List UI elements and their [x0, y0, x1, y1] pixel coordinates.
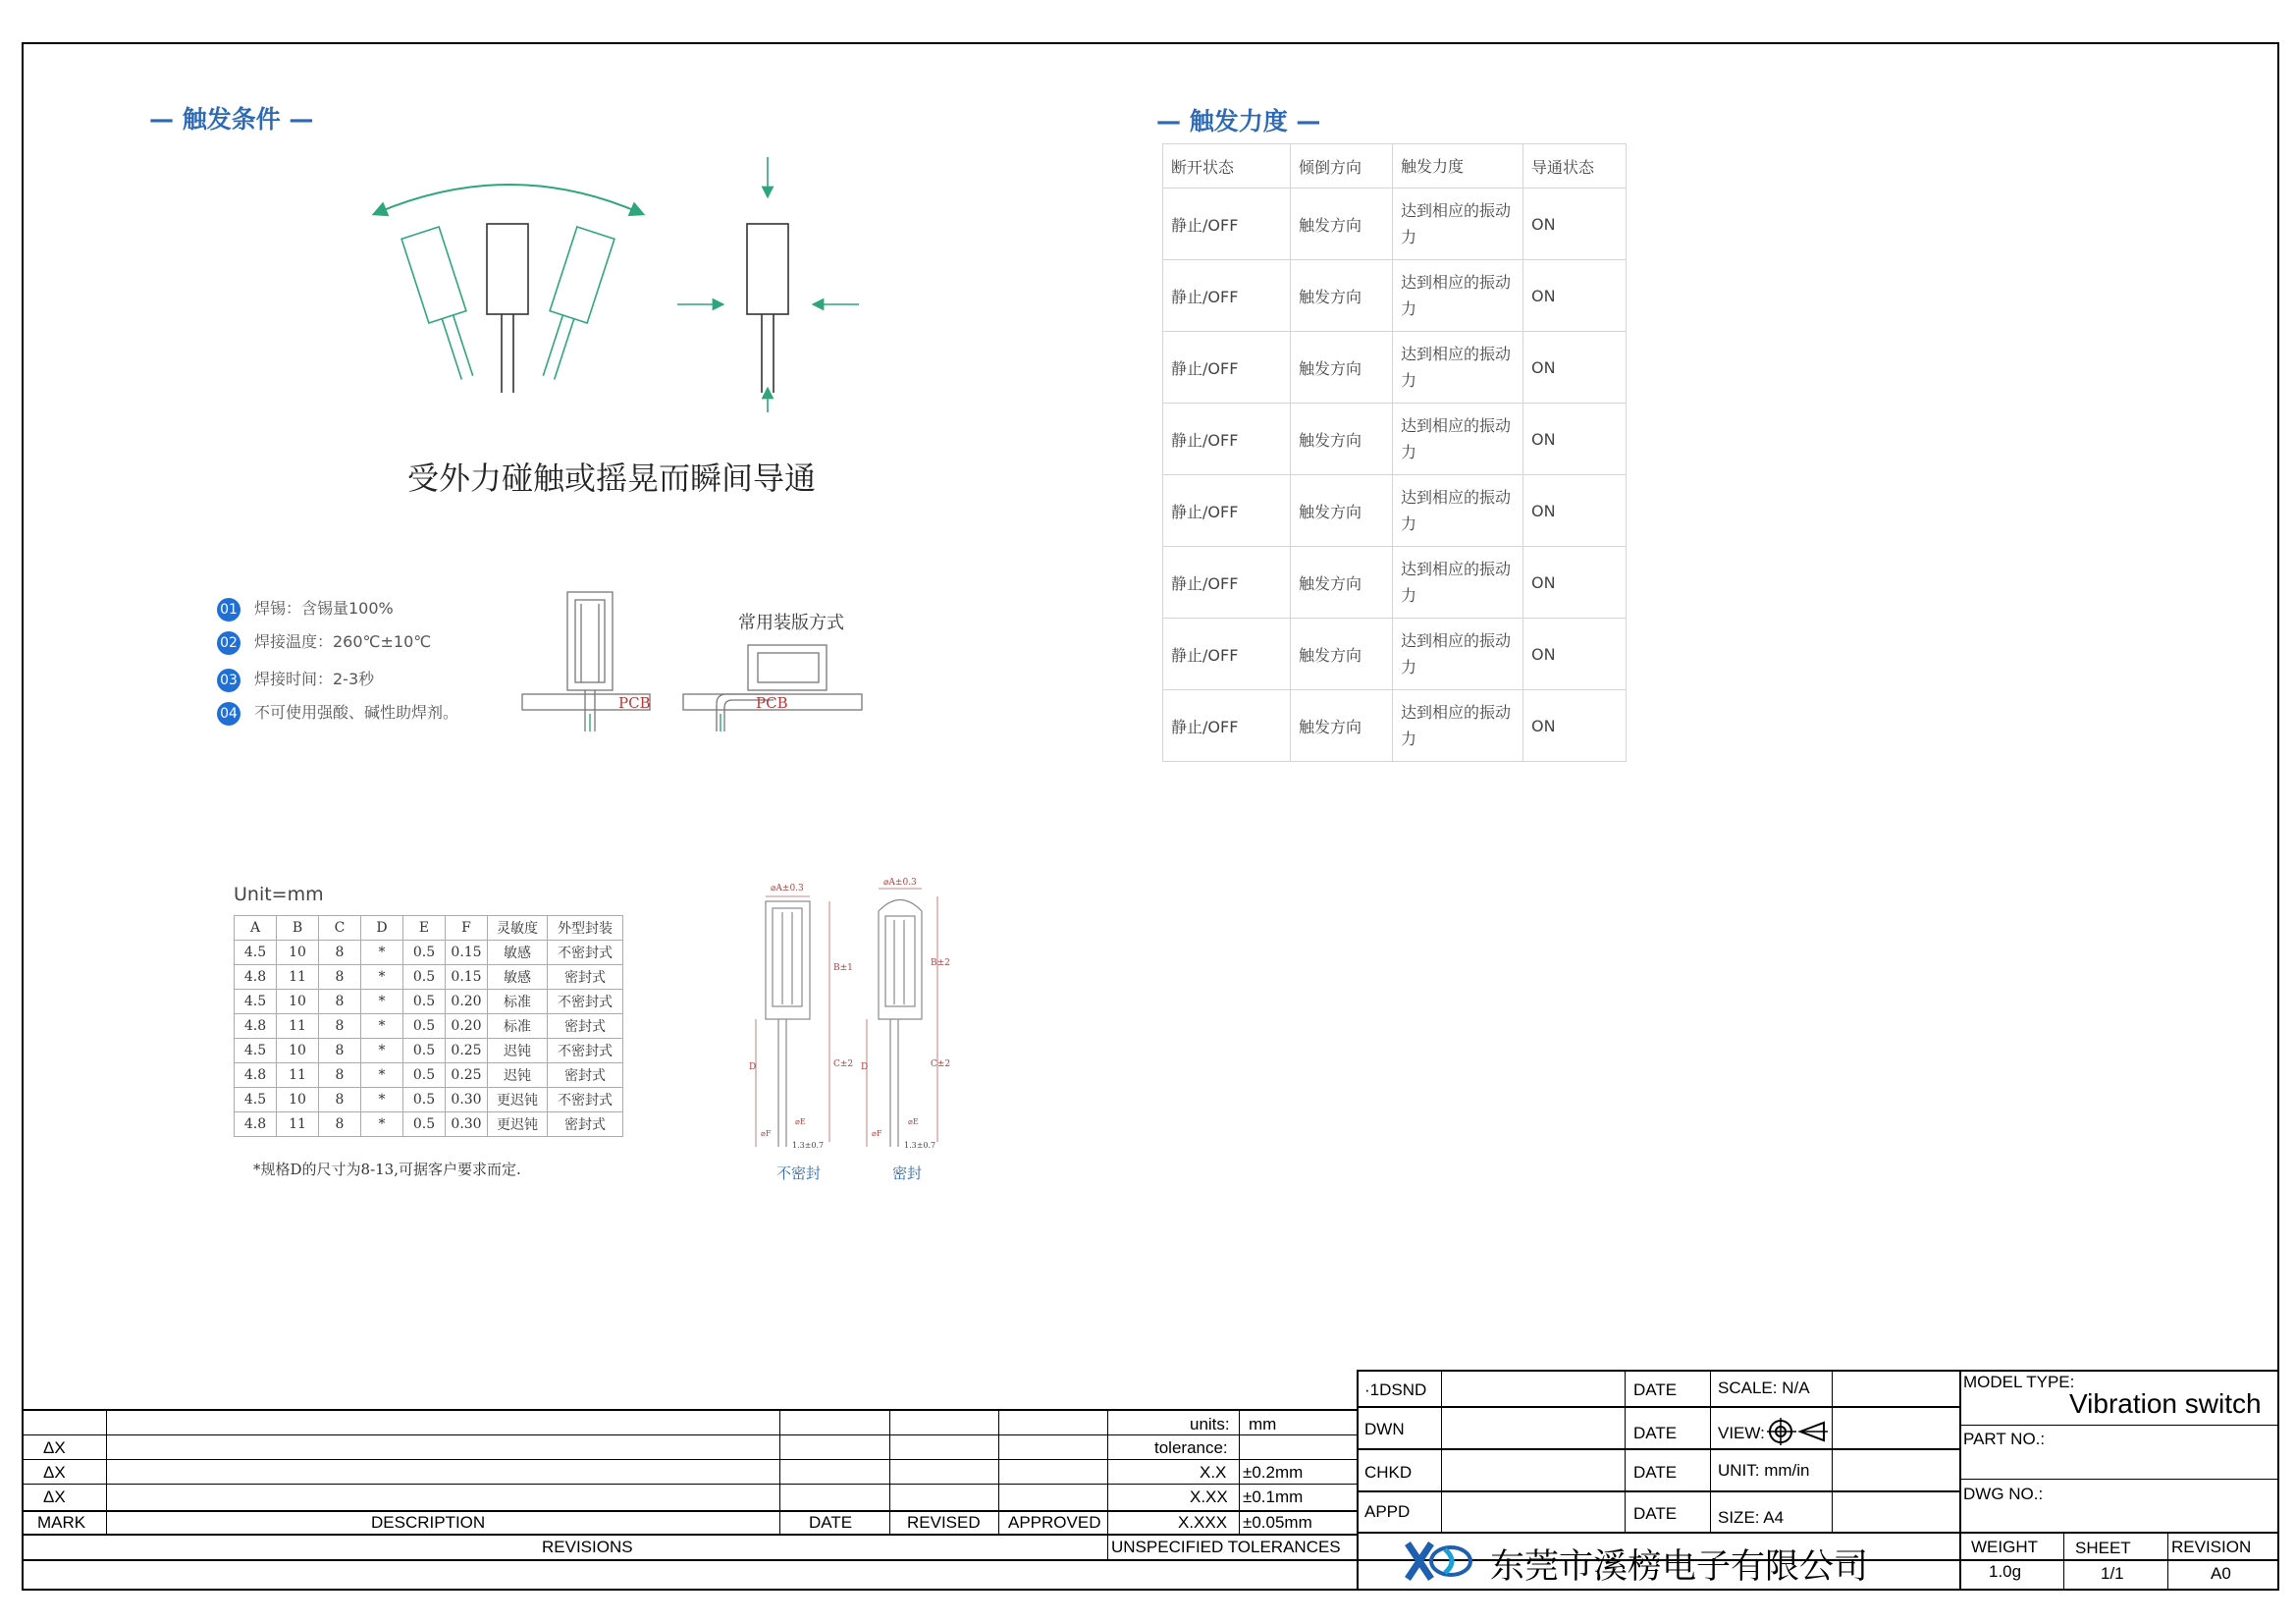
dim-label: B±1 [833, 963, 853, 973]
signoff-date: DATE [1633, 1424, 1678, 1442]
cell: 静止/OFF [1163, 619, 1291, 690]
units-label: units: [1190, 1415, 1230, 1434]
cell: ON [1523, 690, 1627, 762]
dimension-drawings [741, 877, 967, 1191]
cell: 4.5 [235, 1088, 277, 1112]
cell: 4.5 [235, 990, 277, 1014]
cell: ON [1523, 332, 1627, 404]
pcb-label: PCB [618, 694, 651, 712]
weight-value: 1.0g [1989, 1562, 2022, 1581]
col-header: E [403, 916, 446, 941]
solder-item [217, 667, 374, 692]
cell: 8 [319, 1088, 361, 1112]
trigger-caption: 受外力碰触或摇晃而瞬间导通 [407, 460, 817, 497]
cell: 8 [319, 1014, 361, 1039]
col-header: 外型封装 [548, 916, 623, 941]
tolerance-key: X.X [1200, 1463, 1227, 1482]
cell: 0.5 [403, 1039, 446, 1063]
cell: 0.25 [446, 1063, 488, 1088]
cell: 11 [277, 1063, 319, 1088]
tolerance-value: ±0.05mm [1243, 1513, 1312, 1532]
cell: * [361, 1014, 403, 1039]
tolerance-key: X.XX [1190, 1488, 1228, 1506]
trigger-condition-title: — 触发条件 — [149, 105, 314, 134]
table-row [235, 1088, 623, 1112]
signoff-info: UNIT: mm/in [1718, 1461, 1810, 1480]
cell: 不密封式 [548, 1039, 623, 1063]
cell: 触发方向 [1291, 690, 1393, 762]
cell: 迟钝 [488, 1039, 548, 1063]
cell: 10 [277, 1088, 319, 1112]
revision-mark: ΔX [43, 1463, 66, 1482]
signoff-role: CHKD [1364, 1463, 1413, 1482]
dim-label: ⌀E [908, 1117, 919, 1126]
dim-label: ⌀F [872, 1129, 882, 1138]
signoff-date: DATE [1633, 1380, 1678, 1399]
dim-label: ⌀A±0.3 [771, 884, 804, 893]
cell: ON [1523, 260, 1627, 332]
cell: 达到相应的振动力 [1393, 690, 1523, 762]
col-header: F [446, 916, 488, 941]
dim-label: 1.3±0.7 [792, 1141, 825, 1150]
cell: 敏感 [488, 941, 548, 965]
cell: 0.5 [403, 1063, 446, 1088]
cell: 10 [277, 1039, 319, 1063]
tolerance-label: tolerance: [1154, 1438, 1228, 1457]
table-row [235, 1014, 623, 1039]
projection-view-icon [1767, 1418, 1830, 1445]
cell: 4.8 [235, 1014, 277, 1039]
cell: 0.20 [446, 990, 488, 1014]
cell: 0.15 [446, 965, 488, 990]
cell: ON [1523, 189, 1627, 260]
cell: 0.5 [403, 965, 446, 990]
solder-num-badge: 01 [217, 598, 240, 622]
solder-item [217, 629, 431, 655]
trigger-tilt-illustration [363, 147, 893, 412]
cell: 8 [319, 965, 361, 990]
signoff-role: ·1DSND [1364, 1380, 1427, 1399]
signoff-role: DWN [1364, 1420, 1405, 1438]
sheet-value: 1/1 [2101, 1564, 2124, 1583]
table-header-row [1163, 144, 1627, 189]
dim-label: D [861, 1062, 869, 1072]
cell: 触发方向 [1291, 547, 1393, 619]
description-header: DESCRIPTION [371, 1513, 486, 1532]
col-header: 导通状态 [1523, 144, 1627, 189]
cell: 迟钝 [488, 1063, 548, 1088]
table-row [235, 1039, 623, 1063]
cell: 4.8 [235, 965, 277, 990]
table-row [1163, 475, 1627, 547]
cell: 静止/OFF [1163, 547, 1291, 619]
cell: 4.5 [235, 941, 277, 965]
revision-mark: ΔX [43, 1438, 66, 1457]
cell: 静止/OFF [1163, 332, 1291, 404]
cell: 触发方向 [1291, 475, 1393, 547]
table-row [235, 965, 623, 990]
col-header: 触发力度 [1393, 144, 1523, 189]
dim-label: C±2 [833, 1059, 854, 1069]
cell: 敏感 [488, 965, 548, 990]
units-value: mm [1249, 1415, 1277, 1434]
revision-value: A0 [2211, 1564, 2231, 1583]
cell: 8 [319, 990, 361, 1014]
revisions-footer: REVISIONS [542, 1538, 633, 1556]
cell: 0.30 [446, 1112, 488, 1137]
col-header: C [319, 916, 361, 941]
table-row [1163, 547, 1627, 619]
table-row [1163, 189, 1627, 260]
tolerance-value: ±0.2mm [1243, 1463, 1304, 1482]
col-header: 断开状态 [1163, 144, 1291, 189]
date-header: DATE [809, 1513, 853, 1532]
cell: 触发方向 [1291, 189, 1393, 260]
cell: * [361, 990, 403, 1014]
cell: 0.5 [403, 1112, 446, 1137]
cell: * [361, 1088, 403, 1112]
dim-label: B±2 [931, 958, 950, 968]
pcb-label: PCB [756, 694, 788, 712]
cell: 更迟钝 [488, 1088, 548, 1112]
table-row [235, 941, 623, 965]
cell: 4.8 [235, 1063, 277, 1088]
cell: 密封式 [548, 1112, 623, 1137]
cell: 11 [277, 1112, 319, 1137]
col-header: B [277, 916, 319, 941]
table-row [235, 990, 623, 1014]
cell: 静止/OFF [1163, 260, 1291, 332]
cell: 8 [319, 1039, 361, 1063]
cell: 0.15 [446, 941, 488, 965]
cell: 4.5 [235, 1039, 277, 1063]
pcb-mounting-illustration [520, 584, 883, 741]
solder-item [217, 700, 458, 726]
table-header-row [235, 916, 623, 941]
cell: 达到相应的振动力 [1393, 260, 1523, 332]
cell: 0.5 [403, 941, 446, 965]
dim-label: ⌀A±0.3 [883, 878, 917, 888]
cell: 密封式 [548, 1063, 623, 1088]
cell: * [361, 965, 403, 990]
solder-num-badge: 04 [217, 702, 240, 726]
solder-text: 焊接时间：2-3秒 [254, 670, 375, 688]
cell: 静止/OFF [1163, 189, 1291, 260]
table-row [1163, 619, 1627, 690]
cell: 达到相应的振动力 [1393, 619, 1523, 690]
revised-header: REVISED [907, 1513, 981, 1532]
cell: 达到相应的振动力 [1393, 404, 1523, 475]
dim-label: D [749, 1062, 757, 1072]
dwg-no-label: DWG NO.: [1963, 1485, 2044, 1503]
solder-text: 不可使用强酸、碱性助焊剂。 [254, 703, 459, 722]
solder-num-badge: 03 [217, 669, 240, 692]
trigger-force-table [1162, 143, 1627, 762]
part-no-label: PART NO.: [1963, 1430, 2046, 1448]
table-row [1163, 690, 1627, 762]
signoff-info: SCALE: N/A [1718, 1379, 1810, 1397]
company-name: 东莞市溪榜电子有限公司 [1490, 1547, 1869, 1587]
drawing-frame [22, 42, 2279, 1591]
table-row [235, 1063, 623, 1088]
col-header: A [235, 916, 277, 941]
table-row [1163, 332, 1627, 404]
cell: 触发方向 [1291, 404, 1393, 475]
cell: 8 [319, 941, 361, 965]
revision-label: REVISION [2171, 1538, 2252, 1556]
solder-text: 焊接温度：260℃±10℃ [254, 632, 432, 651]
cell: 触发方向 [1291, 332, 1393, 404]
cell: 不密封式 [548, 990, 623, 1014]
sealed-label: 密封 [892, 1164, 923, 1182]
model-type-label: MODEL TYPE: [1963, 1373, 2075, 1391]
cell: * [361, 1112, 403, 1137]
dim-label: 1.3±0.7 [904, 1141, 936, 1150]
cell: 不密封式 [548, 1088, 623, 1112]
cell: 4.8 [235, 1112, 277, 1137]
dimension-note: *规格D的尺寸为8-13,可据客户要求而定. [253, 1161, 521, 1178]
cell: ON [1523, 404, 1627, 475]
cell: 标准 [488, 1014, 548, 1039]
col-header: 倾倒方向 [1291, 144, 1393, 189]
cell: 标准 [488, 990, 548, 1014]
dim-label: ⌀E [795, 1117, 806, 1126]
signoff-date: DATE [1633, 1463, 1678, 1482]
solder-item [217, 596, 394, 622]
tolerances-footer: UNSPECIFIED TOLERANCES [1111, 1538, 1341, 1556]
cell: ON [1523, 475, 1627, 547]
cell: 0.30 [446, 1088, 488, 1112]
cell: 静止/OFF [1163, 475, 1291, 547]
cell: ON [1523, 619, 1627, 690]
cell: 0.25 [446, 1039, 488, 1063]
cell: ON [1523, 547, 1627, 619]
signoff-date: DATE [1633, 1504, 1678, 1523]
cell: 密封式 [548, 965, 623, 990]
table-row [1163, 404, 1627, 475]
cell: 8 [319, 1063, 361, 1088]
dim-label: ⌀F [761, 1129, 772, 1138]
cell: 更迟钝 [488, 1112, 548, 1137]
cell: 达到相应的振动力 [1393, 189, 1523, 260]
signoff-info: SIZE: A4 [1718, 1508, 1785, 1527]
cell: * [361, 1063, 403, 1088]
cell: 11 [277, 965, 319, 990]
mount-method-title: 常用装版方式 [738, 613, 844, 633]
cell: 达到相应的振动力 [1393, 332, 1523, 404]
cell: 0.5 [403, 990, 446, 1014]
cell: 触发方向 [1291, 260, 1393, 332]
cell: 达到相应的振动力 [1393, 475, 1523, 547]
trigger-force-title: — 触发力度 — [1156, 107, 1321, 135]
revision-mark: ΔX [43, 1488, 66, 1506]
cell: 不密封式 [548, 941, 623, 965]
table-row [235, 1112, 623, 1137]
cell: 静止/OFF [1163, 690, 1291, 762]
cell: 静止/OFF [1163, 404, 1291, 475]
cell: 0.5 [403, 1014, 446, 1039]
col-header: 灵敏度 [488, 916, 548, 941]
dim-label: C±2 [931, 1059, 951, 1069]
solder-text: 焊锡：含锡量100% [254, 599, 394, 618]
tolerance-value: ±0.1mm [1243, 1488, 1304, 1506]
signoff-role: APPD [1364, 1502, 1411, 1521]
weight-label: WEIGHT [1971, 1538, 2038, 1556]
unit-label: Unit=mm [234, 884, 324, 905]
cell: 0.5 [403, 1088, 446, 1112]
unsealed-label: 不密封 [776, 1164, 822, 1182]
cell: 11 [277, 1014, 319, 1039]
cell: 10 [277, 990, 319, 1014]
cell: 触发方向 [1291, 619, 1393, 690]
cell: 0.20 [446, 1014, 488, 1039]
cell: * [361, 941, 403, 965]
mark-header: MARK [37, 1513, 86, 1532]
table-row [1163, 260, 1627, 332]
cell: 密封式 [548, 1014, 623, 1039]
cell: 8 [319, 1112, 361, 1137]
model-type-value: Vibration switch [2069, 1388, 2262, 1419]
dimension-table [234, 915, 623, 1137]
col-header: D [361, 916, 403, 941]
cell: * [361, 1039, 403, 1063]
sheet-label: SHEET [2075, 1539, 2131, 1557]
solder-num-badge: 02 [217, 631, 240, 655]
approved-header: APPROVED [1008, 1513, 1101, 1532]
company-logo [1402, 1538, 1480, 1585]
tolerance-key: X.XXX [1178, 1513, 1228, 1532]
cell: 达到相应的振动力 [1393, 547, 1523, 619]
cell: 10 [277, 941, 319, 965]
signoff-info: VIEW: [1718, 1424, 1765, 1442]
